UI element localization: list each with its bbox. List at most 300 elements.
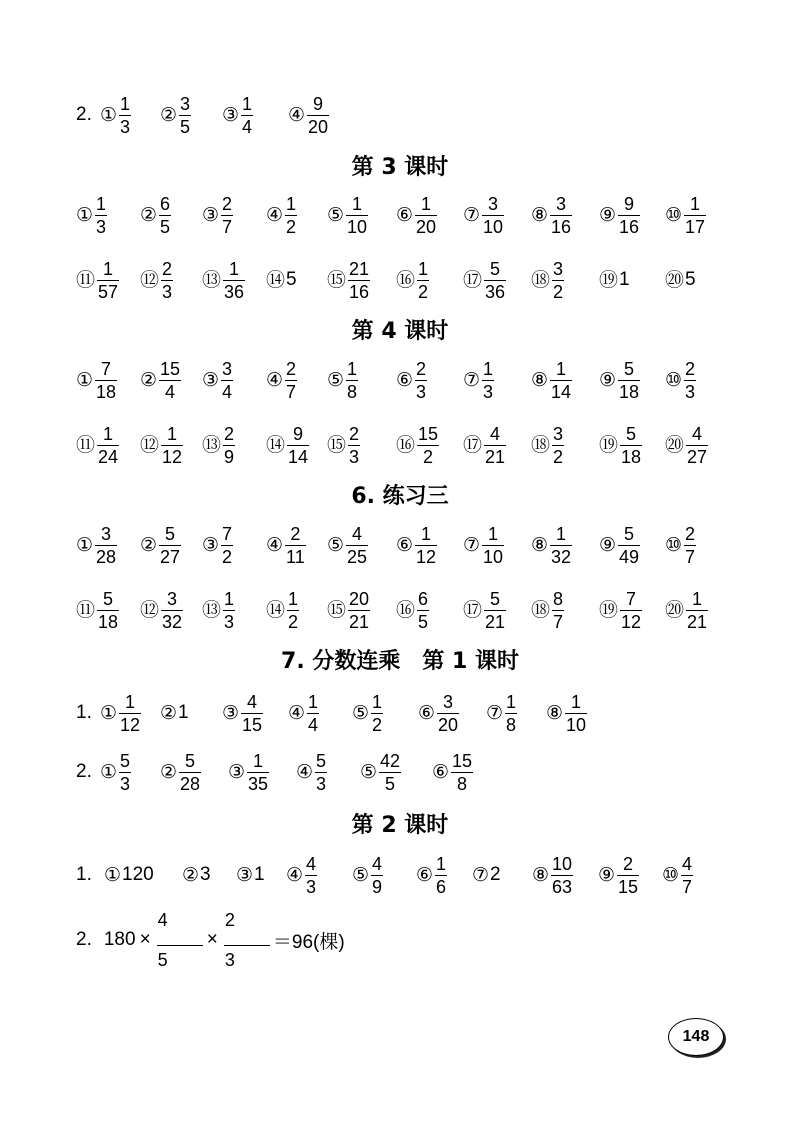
item-number: ⑲ — [599, 433, 619, 456]
fraction — [161, 425, 183, 466]
item-number: ③ — [202, 533, 220, 556]
answer-item — [76, 415, 119, 475]
denominator: 2 — [288, 611, 299, 632]
answer-item — [665, 250, 696, 310]
numerator: 4 — [692, 423, 703, 444]
denominator: 7 — [222, 216, 233, 237]
denominator: 25 — [347, 546, 368, 567]
item-number: ② — [140, 533, 158, 556]
whole-number-answer: 120 — [122, 864, 154, 885]
fraction — [435, 855, 447, 896]
item-number: ⑯ — [396, 598, 416, 621]
numerator: 1 — [421, 523, 432, 544]
section-title: 7. 分数连乘 第 1 课时 — [281, 649, 519, 674]
numerator: 2 — [623, 853, 634, 874]
item-number: ⑦ — [463, 203, 481, 226]
item-number: ② — [160, 760, 178, 783]
fraction — [95, 195, 107, 236]
answer-item — [100, 742, 131, 802]
fraction — [97, 260, 119, 301]
numerator: 1 — [253, 750, 264, 771]
numerator: 1 — [556, 523, 567, 544]
item-number: ⑭ — [266, 268, 286, 291]
fraction — [379, 752, 401, 793]
numerator: 9 — [293, 423, 304, 444]
numerator: 1 — [224, 588, 235, 609]
denominator: 8 — [457, 773, 468, 794]
fraction — [346, 525, 368, 566]
fraction — [95, 525, 117, 566]
denominator: 3 — [162, 281, 173, 302]
whole-number-answer: 5 — [685, 269, 696, 290]
answer-item — [396, 515, 437, 575]
numerator: 2 — [222, 193, 233, 214]
times-sign: × — [139, 929, 151, 950]
fraction — [157, 911, 203, 969]
fraction — [285, 195, 297, 236]
answer-item — [463, 580, 506, 640]
fraction — [97, 590, 119, 631]
answer-item — [202, 250, 245, 310]
denominator: 12 — [621, 611, 642, 632]
denominator: 5 — [180, 116, 191, 137]
answer-item — [599, 580, 642, 640]
item-number: ⑮ — [327, 433, 347, 456]
answer-item — [599, 415, 642, 475]
answer-item — [100, 683, 141, 743]
numerator: 1 — [506, 691, 517, 712]
item-number: ① — [100, 103, 118, 126]
answer-item — [327, 415, 360, 475]
answer-item — [327, 350, 358, 410]
numerator: 1 — [103, 258, 114, 279]
answer-item — [288, 683, 319, 743]
numerator: 2 — [162, 258, 173, 279]
item-number: ⑯ — [396, 433, 416, 456]
denominator: 7 — [682, 876, 693, 897]
answer-item — [76, 185, 107, 245]
fraction — [417, 260, 429, 301]
fraction — [482, 360, 494, 401]
numerator: 1 — [347, 358, 358, 379]
answer-item — [531, 185, 572, 245]
numerator: 3 — [222, 358, 233, 379]
numerator: 4 — [372, 853, 383, 874]
answer-item — [531, 515, 572, 575]
numerator: 1 — [288, 588, 299, 609]
fraction — [179, 95, 191, 136]
whole-number-answer: 1 — [619, 269, 630, 290]
denominator: 3 — [120, 116, 131, 137]
fraction — [119, 752, 131, 793]
top-answer-line — [76, 85, 94, 145]
fraction — [97, 425, 119, 466]
answer-item — [599, 250, 630, 310]
item-number: ⑨ — [599, 368, 617, 391]
answer-item — [327, 250, 370, 310]
fraction — [550, 525, 572, 566]
fraction — [223, 425, 235, 466]
item-number: ⑮ — [327, 268, 347, 291]
fraction — [348, 260, 370, 301]
item-number: ⑦ — [472, 863, 490, 886]
fraction — [241, 693, 263, 734]
numerator: 5 — [490, 258, 501, 279]
numerator: 3 — [553, 258, 564, 279]
item-number: ⑥ — [416, 863, 434, 886]
numerator: 4 — [352, 523, 363, 544]
denominator: 35 — [248, 773, 269, 794]
denominator: 2 — [553, 281, 564, 302]
numerator: 1 — [286, 193, 297, 214]
item-number: ⑩ — [662, 863, 680, 886]
item-number: ⑭ — [266, 598, 286, 621]
item-number: ② — [160, 103, 178, 126]
fraction — [346, 360, 358, 401]
item-number: ⑧ — [531, 533, 549, 556]
item-number: ② — [160, 701, 178, 724]
numerator: 5 — [626, 423, 637, 444]
numerator: 8 — [553, 588, 564, 609]
fraction — [247, 752, 269, 793]
numerator: 2 — [685, 358, 696, 379]
fraction — [686, 425, 708, 466]
numerator: 1 — [96, 193, 107, 214]
denominator: 12 — [162, 446, 183, 467]
answer-item — [463, 185, 504, 245]
item-number: ⑤ — [327, 368, 345, 391]
numerator: 2 — [349, 423, 360, 444]
answer-item — [360, 742, 401, 802]
item-number: ⑩ — [665, 203, 683, 226]
numerator: 4 — [490, 423, 501, 444]
fraction — [221, 360, 233, 401]
fraction — [161, 590, 183, 631]
fraction — [550, 195, 572, 236]
item-number: ⑬ — [202, 598, 222, 621]
denominator: 2 — [418, 281, 429, 302]
fraction — [221, 195, 233, 236]
numerator: 15 — [452, 750, 473, 771]
item-number: ⑰ — [463, 268, 483, 291]
answer-item — [665, 515, 696, 575]
numerator: 1 — [372, 691, 383, 712]
item-number: ⑱ — [531, 598, 551, 621]
denominator: 4 — [308, 714, 319, 735]
denominator: 6 — [436, 876, 447, 897]
item-number: ③ — [228, 760, 246, 783]
numerator: 20 — [349, 588, 370, 609]
fraction — [305, 855, 317, 896]
answer-item — [140, 250, 173, 310]
answer-item — [266, 250, 297, 310]
fraction — [417, 425, 439, 466]
answer-item — [598, 845, 639, 905]
answer-item — [228, 742, 269, 802]
fraction — [618, 525, 640, 566]
answer-item — [396, 350, 427, 410]
denominator: 9 — [372, 876, 383, 897]
fraction — [346, 195, 368, 236]
whole-number-answer: 1 — [178, 702, 189, 723]
answer-item — [396, 580, 429, 640]
item-number: ⑨ — [599, 203, 617, 226]
question-label: 2. — [76, 104, 92, 125]
answer-item — [288, 85, 329, 145]
item-number: ⑫ — [140, 433, 160, 456]
denominator: 9 — [224, 446, 235, 467]
denominator: 3 — [96, 216, 107, 237]
answer-item — [599, 185, 640, 245]
fraction — [482, 525, 504, 566]
item-number: ④ — [286, 863, 304, 886]
answer-item — [432, 742, 473, 802]
item-number: ⑯ — [396, 268, 416, 291]
item-number: ⑭ — [266, 433, 286, 456]
denominator: 3 — [224, 950, 235, 970]
answer-item — [140, 515, 181, 575]
answer-item — [327, 185, 368, 245]
fraction — [620, 425, 642, 466]
numerator: 1 — [436, 853, 447, 874]
answer-item — [76, 515, 117, 575]
fraction — [221, 525, 233, 566]
whole-number-answer: 2 — [490, 864, 501, 885]
denominator: 18 — [619, 381, 640, 402]
denominator: 5 — [418, 611, 429, 632]
item-number: ④ — [288, 701, 306, 724]
denominator: 14 — [288, 446, 309, 467]
numerator: 6 — [160, 193, 171, 214]
answer-item — [599, 515, 640, 575]
answer-item — [266, 185, 297, 245]
item-number: ⑥ — [418, 701, 436, 724]
answer-item — [140, 185, 171, 245]
fraction — [618, 360, 640, 401]
fraction — [159, 195, 171, 236]
denominator: 16 — [619, 216, 640, 237]
numerator: 1 — [229, 258, 240, 279]
denominator: 3 — [416, 381, 427, 402]
answer-item — [202, 350, 233, 410]
numerator: 9 — [624, 193, 635, 214]
denominator: 18 — [98, 611, 119, 632]
numerator: 4 — [157, 910, 168, 930]
denominator: 2 — [423, 446, 434, 467]
answer-item — [396, 415, 439, 475]
fraction — [618, 195, 640, 236]
item-number: ① — [76, 368, 94, 391]
numerator: 42 — [380, 750, 401, 771]
numerator: 1 — [418, 258, 429, 279]
fraction — [451, 752, 473, 793]
fraction — [437, 693, 459, 734]
item-number: ① — [100, 760, 118, 783]
answer-item — [266, 515, 306, 575]
numerator: 1 — [488, 523, 499, 544]
answer-item — [202, 580, 235, 640]
fraction — [686, 590, 708, 631]
fraction — [684, 360, 696, 401]
denominator: 20 — [308, 116, 329, 137]
denominator: 3 — [349, 446, 360, 467]
item-number: ② — [140, 203, 158, 226]
answer-item — [463, 415, 506, 475]
equation-number: 180 — [103, 929, 136, 950]
item-number: ⑬ — [202, 268, 222, 291]
answer-item — [472, 845, 501, 905]
answer-item — [296, 742, 327, 802]
question-label: 1. — [76, 702, 92, 723]
numerator: 1 — [556, 358, 567, 379]
item-number: ⑩ — [665, 533, 683, 556]
item-number: ⑪ — [76, 268, 96, 291]
answer-item — [532, 845, 573, 905]
denominator: 10 — [483, 546, 504, 567]
answer-line — [76, 742, 94, 802]
fraction — [223, 590, 235, 631]
numerator: 1 — [120, 93, 131, 114]
denominator: 4 — [222, 381, 233, 402]
item-number: ① — [104, 863, 122, 886]
denominator: 7 — [685, 546, 696, 567]
numerator: 1 — [167, 423, 178, 444]
fraction — [415, 525, 437, 566]
numerator: 3 — [553, 423, 564, 444]
answer-item — [100, 85, 131, 145]
fraction — [95, 360, 117, 401]
item-number: ⑥ — [396, 533, 414, 556]
denominator: 5 — [385, 773, 396, 794]
denominator: 27 — [160, 546, 181, 567]
numerator: 7 — [101, 358, 112, 379]
fraction — [552, 425, 564, 466]
fraction — [287, 425, 309, 466]
answer-line — [76, 683, 94, 743]
denominator: 3 — [224, 611, 235, 632]
fraction — [620, 590, 642, 631]
numerator: 1 — [242, 93, 253, 114]
whole-number-answer: 1 — [254, 864, 265, 885]
answer-item — [416, 845, 447, 905]
question-label: 1. — [76, 864, 92, 885]
denominator: 2 — [286, 216, 297, 237]
answer-item — [160, 742, 201, 802]
fraction — [415, 360, 427, 401]
fraction — [285, 525, 306, 566]
denominator: 36 — [224, 281, 245, 302]
fraction — [417, 590, 429, 631]
section-title: 第 3 课时 — [351, 155, 449, 180]
answer-item — [140, 580, 183, 640]
fraction — [241, 95, 253, 136]
fraction — [371, 855, 383, 896]
denominator: 10 — [347, 216, 368, 237]
answer-item — [182, 845, 211, 905]
answer-item — [222, 85, 253, 145]
denominator: 12 — [120, 714, 141, 735]
numerator: 3 — [167, 588, 178, 609]
fraction — [484, 260, 506, 301]
numerator: 3 — [556, 193, 567, 214]
denominator: 15 — [242, 714, 263, 735]
denominator: 17 — [685, 216, 706, 237]
numerator: 2 — [286, 358, 297, 379]
fraction — [315, 752, 327, 793]
denominator: 27 — [687, 446, 708, 467]
denominator: 8 — [347, 381, 358, 402]
numerator: 1 — [308, 691, 319, 712]
denominator: 3 — [120, 773, 131, 794]
denominator: 2 — [372, 714, 383, 735]
times-sign: × — [206, 929, 218, 950]
fraction — [552, 590, 564, 631]
fraction — [415, 195, 437, 236]
answer-item — [140, 415, 183, 475]
equation-result: ＝96(棵) — [272, 931, 345, 953]
item-number: ③ — [222, 701, 240, 724]
numerator: 3 — [101, 523, 112, 544]
answer-item — [202, 515, 233, 575]
answer-item — [665, 350, 696, 410]
item-number: ⑰ — [463, 598, 483, 621]
item-number: ① — [100, 701, 118, 724]
numerator: 4 — [247, 691, 258, 712]
numerator: 1 — [125, 691, 136, 712]
answer-item — [266, 350, 297, 410]
item-number: ⑱ — [531, 433, 551, 456]
denominator: 2 — [222, 546, 233, 567]
item-number: ⑥ — [396, 368, 414, 391]
answer-item — [396, 185, 437, 245]
denominator: 5 — [160, 216, 171, 237]
fraction — [348, 425, 360, 466]
denominator: 32 — [162, 611, 183, 632]
answer-item — [202, 185, 233, 245]
answer-item — [202, 415, 235, 475]
numerator: 10 — [552, 853, 573, 874]
fraction — [159, 525, 181, 566]
denominator: 16 — [349, 281, 370, 302]
answer-item — [160, 85, 191, 145]
numerator: 6 — [418, 588, 429, 609]
numerator: 1 — [571, 691, 582, 712]
whole-number-answer: 3 — [200, 864, 211, 885]
fraction-bar — [224, 945, 270, 946]
fraction — [484, 425, 506, 466]
item-number: ⑧ — [546, 701, 564, 724]
numerator: 7 — [222, 523, 233, 544]
denominator: 49 — [619, 546, 640, 567]
fraction — [681, 855, 693, 896]
answer-item — [531, 350, 572, 410]
item-number: ⑦ — [463, 533, 481, 556]
item-number: ⑥ — [432, 760, 450, 783]
item-number: ⑪ — [76, 598, 96, 621]
numerator: 1 — [692, 588, 703, 609]
denominator: 2 — [553, 446, 564, 467]
item-number: ⑮ — [327, 598, 347, 621]
item-number: ⑱ — [531, 268, 551, 291]
fraction — [505, 693, 517, 734]
numerator: 21 — [349, 258, 370, 279]
answer-item — [352, 845, 383, 905]
item-number: ⑲ — [599, 598, 619, 621]
denominator: 8 — [506, 714, 517, 735]
item-number: ⑥ — [396, 203, 414, 226]
fraction — [119, 95, 131, 136]
item-number: ⑧ — [531, 203, 549, 226]
